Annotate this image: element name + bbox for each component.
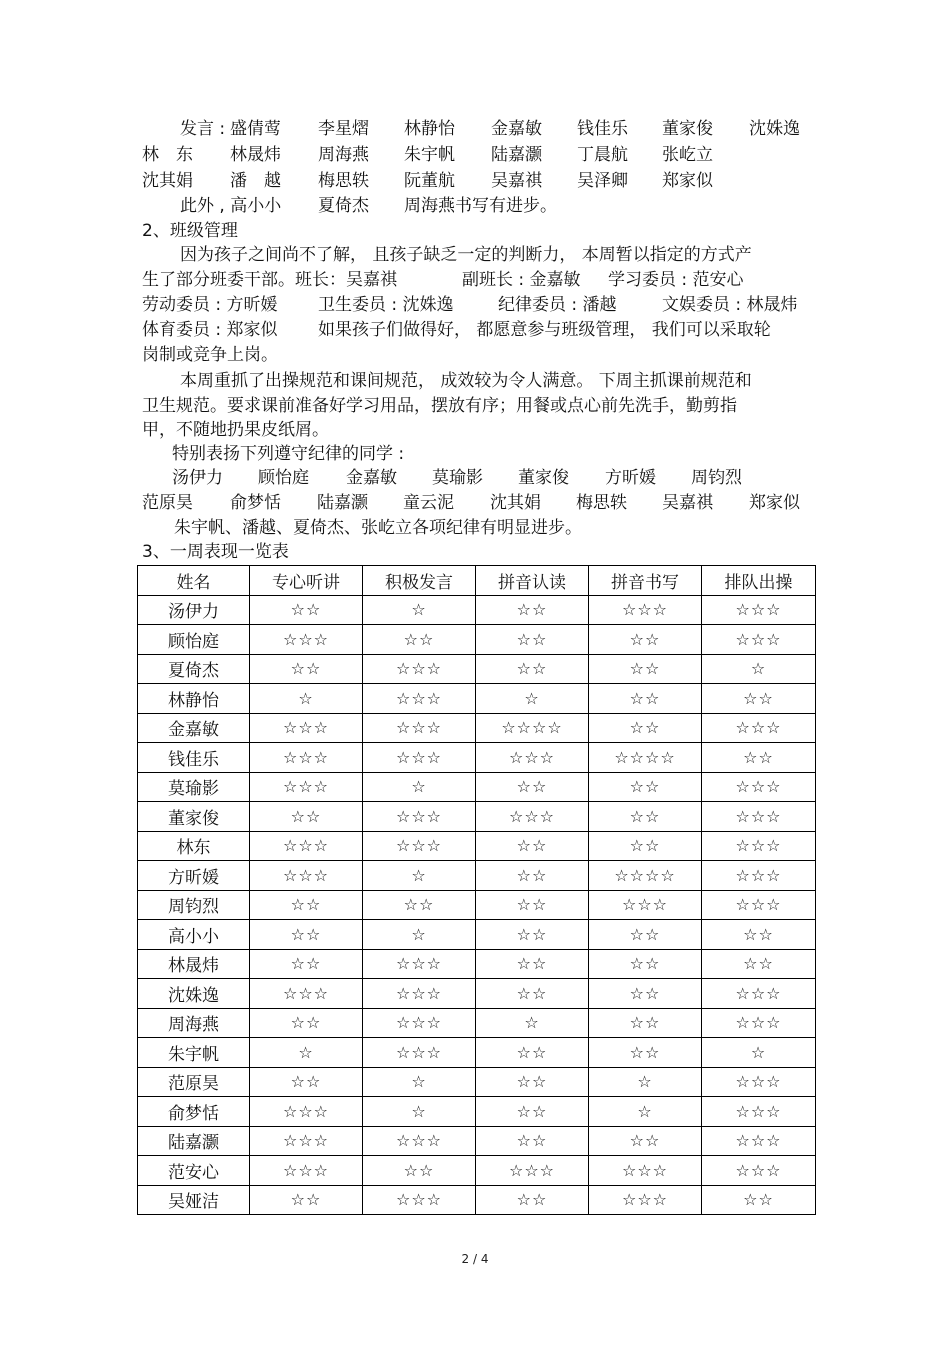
star-rating-cell: ☆☆ (250, 920, 363, 950)
star-rating-cell: ☆☆ (476, 654, 589, 684)
student-name-cell: 沈姝逸 (138, 979, 250, 1009)
name: 潘 越 (230, 171, 281, 191)
text: 生了部分班委干部。班长：吴嘉祺 (142, 270, 397, 290)
star-rating-cell: ☆☆ (476, 1126, 589, 1156)
table-row (138, 1156, 816, 1186)
text: 体育委员 : 郑家似 (142, 320, 278, 340)
student-name-cell: 夏倚杰 (138, 654, 250, 684)
name: 陆嘉灏 (491, 145, 542, 165)
star-rating-cell: ☆☆☆ (250, 1097, 363, 1127)
star-rating-cell: ☆ (250, 1038, 363, 1068)
name: 金嘉敏 (346, 468, 397, 488)
column-header: 姓名 (138, 566, 250, 596)
star-rating-cell: ☆☆☆ (476, 743, 589, 773)
star-rating-cell: ☆☆ (589, 802, 702, 832)
name: 俞梦恬 (230, 493, 281, 513)
name: 莫瑜影 (432, 468, 483, 488)
name: 吴嘉祺 (662, 493, 713, 513)
star-rating-cell: ☆☆☆ (250, 743, 363, 773)
student-name-cell: 范安心 (138, 1156, 250, 1186)
star-rating-cell: ☆☆ (589, 1126, 702, 1156)
star-rating-cell: ☆☆☆ (363, 713, 476, 743)
star-rating-cell: ☆☆ (589, 920, 702, 950)
star-rating-cell: ☆☆☆☆ (476, 713, 589, 743)
table-row (138, 1038, 816, 1068)
name: 夏倚杰 (318, 196, 369, 216)
star-rating-cell: ☆ (363, 1097, 476, 1127)
heading-text: 2、班级管理 (142, 221, 238, 241)
student-name-cell: 周钧烈 (138, 890, 250, 920)
name: 汤伊力 (172, 468, 223, 488)
student-name-cell: 林东 (138, 831, 250, 861)
name: 顾怡庭 (258, 468, 309, 488)
name: 陆嘉灏 (317, 493, 368, 513)
name: 林静怡 (404, 119, 455, 139)
text: 纪律委员 : 潘越 (498, 295, 617, 315)
star-rating-cell: ☆☆ (476, 831, 589, 861)
star-rating-cell: ☆☆☆ (702, 802, 816, 832)
name: 沈姝逸 (749, 119, 800, 139)
student-name-cell: 范原昊 (138, 1067, 250, 1097)
name: 董家俊 (518, 468, 569, 488)
student-name-cell: 汤伊力 (138, 595, 250, 625)
progress-prefix: 此外 , 高小小 (180, 196, 282, 216)
table-row (138, 1097, 816, 1127)
star-rating-cell: ☆☆ (589, 654, 702, 684)
table-row (138, 654, 816, 684)
text: 卫生规范。要求课前准备好学习用品，摆放有序；用餐或点心前先洗手，勤剪指 (142, 396, 737, 416)
star-rating-cell: ☆☆☆ (702, 979, 816, 1009)
column-header: 拼音认读 (476, 566, 589, 596)
name: 郑家似 (749, 493, 800, 513)
student-name-cell: 钱佳乐 (138, 743, 250, 773)
star-rating-cell: ☆☆ (476, 772, 589, 802)
star-rating-cell: ☆☆☆ (476, 802, 589, 832)
name: 董家俊 (662, 119, 713, 139)
star-rating-cell: ☆☆ (589, 684, 702, 714)
star-rating-cell: ☆☆☆ (702, 713, 816, 743)
name: 周海燕 (318, 145, 369, 165)
star-rating-cell: ☆☆☆ (702, 1156, 816, 1186)
table-row (138, 890, 816, 920)
star-rating-cell: ☆☆☆☆ (589, 743, 702, 773)
star-rating-cell: ☆☆☆ (476, 1156, 589, 1186)
star-rating-cell: ☆☆ (702, 949, 816, 979)
table-row (138, 772, 816, 802)
student-name-cell: 方昕媛 (138, 861, 250, 891)
text: 如果孩子们做得好， 都愿意参与班级管理， 我们可以采取轮 (318, 320, 771, 340)
name: 童云泥 (403, 493, 454, 513)
star-rating-cell: ☆☆☆ (702, 1097, 816, 1127)
student-name-cell: 周海燕 (138, 1008, 250, 1038)
star-rating-cell: ☆☆ (476, 979, 589, 1009)
star-rating-cell: ☆☆☆ (702, 625, 816, 655)
star-rating-cell: ☆☆ (476, 920, 589, 950)
name: 范原昊 (142, 493, 193, 513)
star-rating-cell: ☆ (363, 861, 476, 891)
performance-table (137, 565, 816, 1215)
star-rating-cell: ☆☆ (589, 979, 702, 1009)
star-rating-cell: ☆ (250, 684, 363, 714)
table-row (138, 831, 816, 861)
star-rating-cell: ☆☆☆ (589, 595, 702, 625)
star-rating-cell: ☆☆☆ (363, 1185, 476, 1215)
star-rating-cell: ☆☆☆ (363, 684, 476, 714)
column-header: 拼音书写 (589, 566, 702, 596)
star-rating-cell: ☆ (363, 772, 476, 802)
name: 方昕媛 (605, 468, 656, 488)
name: 盛倩莺 (230, 119, 281, 139)
table-row (138, 1126, 816, 1156)
star-rating-cell: ☆☆ (589, 949, 702, 979)
text: 本周重抓了出操规范和课间规范， 成效较为令人满意。 下周主抓课前规范和 (180, 371, 752, 391)
name: 丁晨航 (577, 145, 628, 165)
student-name-cell: 顾怡庭 (138, 625, 250, 655)
star-rating-cell: ☆☆☆ (363, 1126, 476, 1156)
student-name-cell: 林晟炜 (138, 949, 250, 979)
student-name-cell: 俞梦恬 (138, 1097, 250, 1127)
star-rating-cell: ☆☆ (363, 1156, 476, 1186)
text: 副班长 : 金嘉敏 (462, 270, 581, 290)
name: 吴泽卿 (577, 171, 628, 191)
name: 林 东 (142, 145, 193, 165)
star-rating-cell: ☆☆ (589, 772, 702, 802)
star-rating-cell: ☆☆ (702, 1185, 816, 1215)
star-rating-cell: ☆☆☆ (702, 1067, 816, 1097)
star-rating-cell: ☆ (476, 684, 589, 714)
student-name-cell: 陆嘉灏 (138, 1126, 250, 1156)
name: 张屹立 (662, 145, 713, 165)
star-rating-cell: ☆☆☆ (702, 772, 816, 802)
star-rating-cell: ☆☆☆ (702, 831, 816, 861)
name: 梅思轶 (318, 171, 369, 191)
star-rating-cell: ☆☆ (476, 1067, 589, 1097)
star-rating-cell: ☆☆ (250, 595, 363, 625)
star-rating-cell: ☆☆☆ (363, 1038, 476, 1068)
text: 朱宇帆、潘越、夏倚杰、张屹立各项纪律有明显进步。 (174, 518, 582, 538)
star-rating-cell: ☆ (476, 1008, 589, 1038)
student-name-cell: 金嘉敏 (138, 713, 250, 743)
star-rating-cell: ☆☆☆ (363, 654, 476, 684)
star-rating-cell: ☆☆ (476, 625, 589, 655)
star-rating-cell: ☆ (363, 1067, 476, 1097)
star-rating-cell: ☆ (363, 920, 476, 950)
student-name-cell: 莫瑜影 (138, 772, 250, 802)
star-rating-cell: ☆☆☆ (702, 861, 816, 891)
name: 金嘉敏 (491, 119, 542, 139)
star-rating-cell: ☆ (702, 654, 816, 684)
star-rating-cell: ☆☆ (250, 654, 363, 684)
text: 卫生委员 : 沈姝逸 (318, 295, 454, 315)
table-row (138, 595, 816, 625)
star-rating-cell: ☆☆☆ (363, 831, 476, 861)
name: 林晟炜 (230, 145, 281, 165)
star-rating-cell: ☆ (589, 1097, 702, 1127)
table-row (138, 743, 816, 773)
star-rating-cell: ☆☆ (702, 743, 816, 773)
table-row (138, 861, 816, 891)
star-rating-cell: ☆☆☆ (589, 1156, 702, 1186)
column-header: 排队出操 (702, 566, 816, 596)
star-rating-cell: ☆☆ (476, 949, 589, 979)
star-rating-cell: ☆☆☆ (702, 595, 816, 625)
star-rating-cell: ☆☆☆ (250, 713, 363, 743)
text: 岗制或竞争上岗。 (142, 345, 278, 365)
star-rating-cell: ☆☆☆ (250, 979, 363, 1009)
speech-label: 发言 : (180, 119, 226, 139)
star-rating-cell: ☆☆☆ (589, 890, 702, 920)
text: 甲，不随地扔果皮纸屑。 (142, 420, 329, 440)
star-rating-cell: ☆☆ (250, 949, 363, 979)
star-rating-cell: ☆☆ (363, 890, 476, 920)
star-rating-cell: ☆☆ (589, 625, 702, 655)
table-row (138, 684, 816, 714)
star-rating-cell: ☆☆ (476, 1038, 589, 1068)
page-number: 2 / 4 (461, 1252, 489, 1266)
student-name-cell: 朱宇帆 (138, 1038, 250, 1068)
table-row (138, 979, 816, 1009)
star-rating-cell: ☆☆☆☆ (589, 861, 702, 891)
star-rating-cell: ☆☆☆ (363, 743, 476, 773)
text: 文娱委员 : 林晟炜 (662, 295, 798, 315)
name: 阮董航 (404, 171, 455, 191)
star-rating-cell: ☆☆ (363, 625, 476, 655)
name: 沈其娟 (490, 493, 541, 513)
progress-text: 周海燕书写有进步。 (404, 196, 557, 216)
text: 学习委员 : 范安心 (608, 270, 744, 290)
table-row (138, 802, 816, 832)
star-rating-cell: ☆☆☆ (363, 979, 476, 1009)
star-rating-cell: ☆☆ (476, 890, 589, 920)
star-rating-cell: ☆☆☆ (250, 1156, 363, 1186)
star-rating-cell: ☆ (589, 1067, 702, 1097)
star-rating-cell: ☆☆ (702, 684, 816, 714)
text: 劳动委员 : 方昕媛 (142, 295, 278, 315)
star-rating-cell: ☆☆ (250, 802, 363, 832)
table-row (138, 949, 816, 979)
table-row (138, 1008, 816, 1038)
name: 梅思轶 (576, 493, 627, 513)
star-rating-cell: ☆☆☆ (250, 1126, 363, 1156)
star-rating-cell: ☆☆☆ (250, 625, 363, 655)
star-rating-cell: ☆☆ (702, 920, 816, 950)
column-header: 专心听讲 (250, 566, 363, 596)
name: 吴嘉祺 (491, 171, 542, 191)
star-rating-cell: ☆☆ (589, 1038, 702, 1068)
name: 李星熠 (318, 119, 369, 139)
table-row (138, 1185, 816, 1215)
name: 钱佳乐 (577, 119, 628, 139)
star-rating-cell: ☆☆☆ (363, 1008, 476, 1038)
star-rating-cell: ☆☆ (589, 713, 702, 743)
text: 因为孩子之间尚不了解， 且孩子缺乏一定的判断力， 本周暂以指定的方式产 (180, 245, 752, 265)
star-rating-cell: ☆☆☆ (363, 802, 476, 832)
name: 沈其娟 (142, 171, 193, 191)
star-rating-cell: ☆☆☆ (363, 949, 476, 979)
name: 朱宇帆 (404, 145, 455, 165)
student-name-cell: 吴娅洁 (138, 1185, 250, 1215)
star-rating-cell: ☆☆☆ (702, 1008, 816, 1038)
star-rating-cell: ☆☆ (250, 1067, 363, 1097)
star-rating-cell: ☆☆ (476, 1185, 589, 1215)
table-row (138, 920, 816, 950)
star-rating-cell: ☆☆ (589, 831, 702, 861)
star-rating-cell: ☆☆ (476, 861, 589, 891)
heading-text: 3、一周表现一览表 (142, 542, 289, 562)
name: 郑家似 (662, 171, 713, 191)
table-row (138, 1067, 816, 1097)
column-header: 积极发言 (363, 566, 476, 596)
star-rating-cell: ☆☆☆ (702, 890, 816, 920)
star-rating-cell: ☆☆ (250, 1008, 363, 1038)
star-rating-cell: ☆☆ (250, 890, 363, 920)
student-name-cell: 董家俊 (138, 802, 250, 832)
star-rating-cell: ☆☆☆ (250, 831, 363, 861)
star-rating-cell: ☆☆ (476, 595, 589, 625)
table-row (138, 713, 816, 743)
star-rating-cell: ☆☆ (589, 1008, 702, 1038)
star-rating-cell: ☆ (702, 1038, 816, 1068)
student-name-cell: 高小小 (138, 920, 250, 950)
table-header-row (138, 566, 816, 596)
star-rating-cell: ☆☆☆ (250, 861, 363, 891)
star-rating-cell: ☆☆☆ (702, 1126, 816, 1156)
student-name-cell: 林静怡 (138, 684, 250, 714)
text: 特别表扬下列遵守纪律的同学 : (172, 444, 405, 464)
star-rating-cell: ☆ (363, 595, 476, 625)
star-rating-cell: ☆☆☆ (589, 1185, 702, 1215)
star-rating-cell: ☆☆☆ (250, 772, 363, 802)
name: 周钧烈 (691, 468, 742, 488)
star-rating-cell: ☆☆ (250, 1185, 363, 1215)
star-rating-cell: ☆☆ (476, 1097, 589, 1127)
table-row (138, 625, 816, 655)
